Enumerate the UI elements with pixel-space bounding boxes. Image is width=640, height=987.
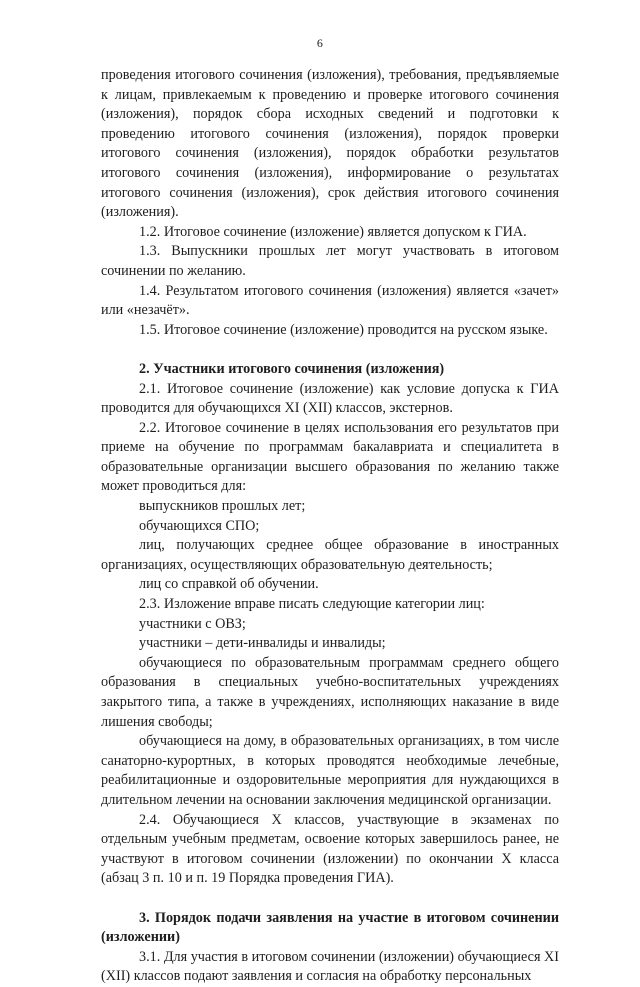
clause-2-4: 2.4. Обучающиеся X классов, участвующие в экзаменах по отдельным учебным предметам, освоение которых завершилось ранее, не участвуют в итоговом сочинении (изложении) по окончании X класса (абзац 3 п. 10 и п. 19 Порядка проведения ГИА). (101, 811, 559, 887)
intro-paragraph: проведения итогового сочинения (изложения), требования, предъявляемые к лицам, привлекаемым к проведению и проверке итогового сочинения (изложения), порядок сбора исходных сведений и подготовки к проведению итогового сочинения (изложения), порядок проверки итогового сочинения (изложения), порядок обработки результатов итогового сочинения (изложения), информирование о результатах итогового сочинения (изложения), срок действия итогового сочинения (изложения). (101, 67, 559, 221)
list-item-home-education: обучающиеся на дому, в образовательных организациях, в том числе санаторно-курортных, в которых проводятся необходимые лечебные, реабилитационные и оздоровительные мероприятия для нуждающихся в длительном лечении на основании заключения медицинской организации. (101, 733, 559, 808)
clause-1-2: 1.2. Итоговое сочинение (изложение) является допуском к ГИА. (139, 223, 527, 240)
section-2-heading: 2. Участники итогового сочинения (изложения) (139, 360, 445, 377)
document-body (101, 66, 559, 987)
clause-2-2: 2.2. Итоговое сочинение в целях использования его результатов при приеме на обучение по программам бакалавриата и специалитета в образовательные организации высшего образования по желанию также может проводиться для: (101, 419, 559, 495)
clause-2-1: 2.1. Итоговое сочинение (изложение) как условие допуска к ГИА проводится для обучающихся XI (XII) классов, экстернов. (101, 380, 559, 417)
list-item-graduates: выпускников прошлых лет; (139, 498, 306, 515)
list-item-spo: обучающихся СПО; (139, 517, 260, 534)
section-3-heading: 3. Порядок подачи заявления на участие в итоговом сочинении (изложении) (101, 909, 559, 946)
clause-1-4: 1.4. Результатом итогового сочинения (изложения) является «зачет» или «незачёт». (101, 282, 559, 319)
list-item-foreign: лиц, получающих среднее общее образование в иностранных организациях, осуществляющих образовательную деятельность; (101, 537, 559, 573)
clause-3-1: 3.1. Для участия в итоговом сочинении (изложении) обучающиеся XI (XII) классов подают заявления и согласия на обработку персональных (101, 948, 559, 985)
list-item-certificate: лиц со справкой об обучении. (139, 576, 319, 593)
page-number: 6 (316, 36, 324, 50)
list-item-ovz: участники с ОВЗ; (139, 615, 246, 632)
list-item-disabled: участники – дети-инвалиды и инвалиды; (139, 635, 386, 652)
clause-1-3: 1.3. Выпускники прошлых лет могут участвовать в итоговом сочинении по желанию. (101, 243, 559, 279)
clause-2-3: 2.3. Изложение вправе писать следующие категории лиц: (139, 596, 485, 613)
list-item-closed-institutions: обучающиеся по образовательным программам среднего общего образования в специальных учебно-воспитательных учреждениях закрытого типа, а также в учреждениях, исполняющих наказание в виде лишения свободы; (101, 654, 559, 730)
clause-1-5: 1.5. Итоговое сочинение (изложение) проводится на русском языке. (139, 321, 548, 338)
